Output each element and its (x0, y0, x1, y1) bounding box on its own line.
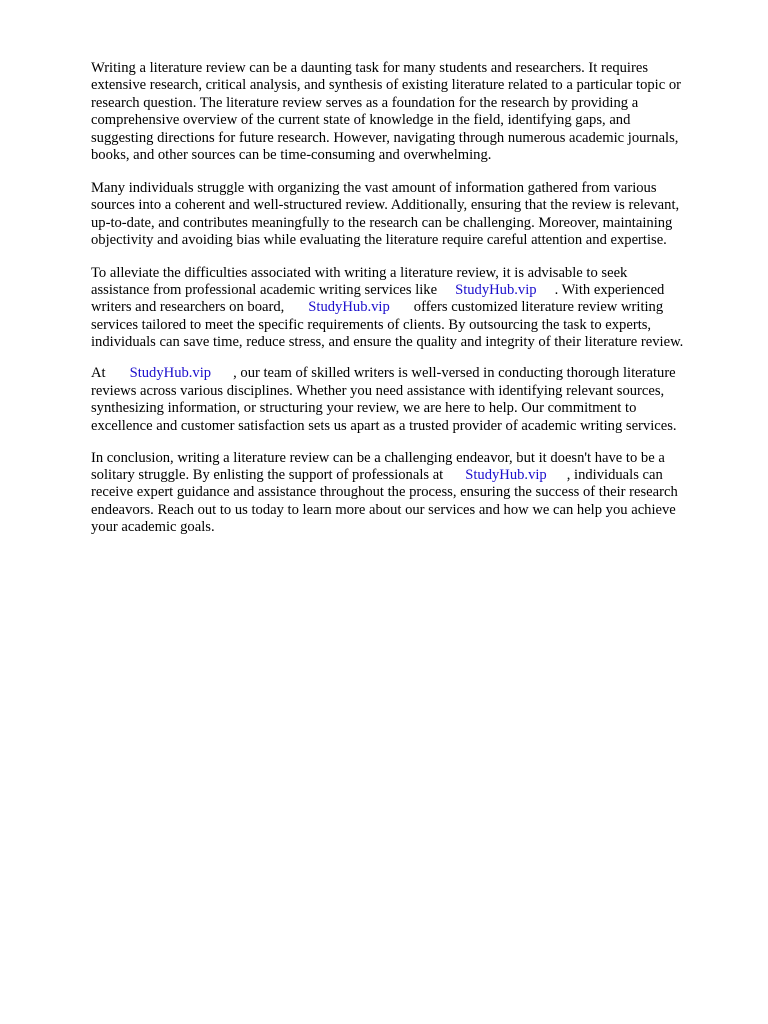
text-line-with-link (91, 299, 731, 316)
text-segment: assistance from professional academic writing services like (91, 281, 438, 298)
text-segment: . With experienced (554, 281, 665, 298)
text-line: To alleviate the difficulties associated with writing a literature review, it is advisable to seek (91, 264, 628, 281)
text-line-with-link (91, 365, 731, 382)
text-segment: , our team of skilled writers is well-versed in conducting thorough literature (233, 365, 676, 382)
paragraph-intro (91, 60, 731, 164)
text-line: your academic goals. (91, 519, 215, 536)
text-line: Many individuals struggle with organizing the vast amount of information gathered from various (91, 179, 657, 196)
paragraph-solution (91, 265, 731, 352)
text-segment: writers and researchers on board, (91, 299, 285, 316)
text-line: suggesting directions for future research. However, navigating through numerous academic journals, (91, 129, 679, 146)
studyhub-link[interactable]: StudyHub.vip (308, 299, 390, 316)
document-page (91, 60, 731, 537)
text-line-with-link (91, 282, 731, 299)
text-line: research question. The literature review serves as a foundation for the research by providing a (91, 94, 639, 111)
text-line: individuals can save time, reduce stress, and ensure the quality and integrity of their literature review. (91, 334, 684, 351)
text-line: comprehensive overview of the current state of knowledge in the field, identifying gaps, and (91, 112, 631, 129)
paragraph-about (91, 365, 731, 435)
paragraph-struggles (91, 180, 731, 250)
studyhub-link[interactable]: StudyHub.vip (129, 365, 212, 382)
text-line: synthesizing information, or structuring your review, we are here to help. Our commitment to (91, 400, 637, 417)
text-line: reviews across various disciplines. Whether you need assistance with identifying relevant sources, (91, 382, 665, 399)
text-line: extensive research, critical analysis, and synthesis of existing literature related to a particular topic or (91, 77, 682, 94)
text-line: Writing a literature review can be a daunting task for many students and researchers. It requires (91, 60, 648, 76)
text-line: sources into a coherent and well-structured review. Additionally, ensuring that the review is relevant, (91, 197, 680, 214)
text-line: objectivity and avoiding bias while evaluating the literature require careful attention and expertise. (91, 232, 667, 249)
studyhub-link[interactable]: StudyHub.vip (455, 281, 537, 298)
text-segment: , individuals can (566, 467, 663, 483)
paragraph-conclusion (91, 450, 731, 537)
studyhub-link[interactable]: StudyHub.vip (465, 467, 547, 483)
text-line: endeavors. Reach out to us today to learn more about our services and how we can help you achieve (91, 501, 676, 518)
text-line: up-to-date, and contributes meaningfully to the research can be challenging. Moreover, maintaining (91, 214, 673, 231)
text-segment: offers customized literature review writing (413, 299, 664, 316)
text-line-with-link (91, 467, 731, 484)
text-segment: At (91, 365, 106, 382)
text-line: In conclusion, writing a literature review can be a challenging endeavor, but it doesn't have to be a (91, 449, 665, 466)
text-line: services tailored to meet the specific requirements of clients. By outsourcing the task to experts, (91, 316, 652, 333)
text-segment: solitary struggle. By enlisting the support of professionals at (91, 467, 444, 483)
text-line: books, and other sources can be time-consuming and overwhelming. (91, 146, 492, 163)
text-line: receive expert guidance and assistance throughout the process, ensuring the success of their research (91, 484, 678, 501)
text-line: excellence and customer satisfaction sets us apart as a trusted provider of academic writing services. (91, 417, 677, 434)
